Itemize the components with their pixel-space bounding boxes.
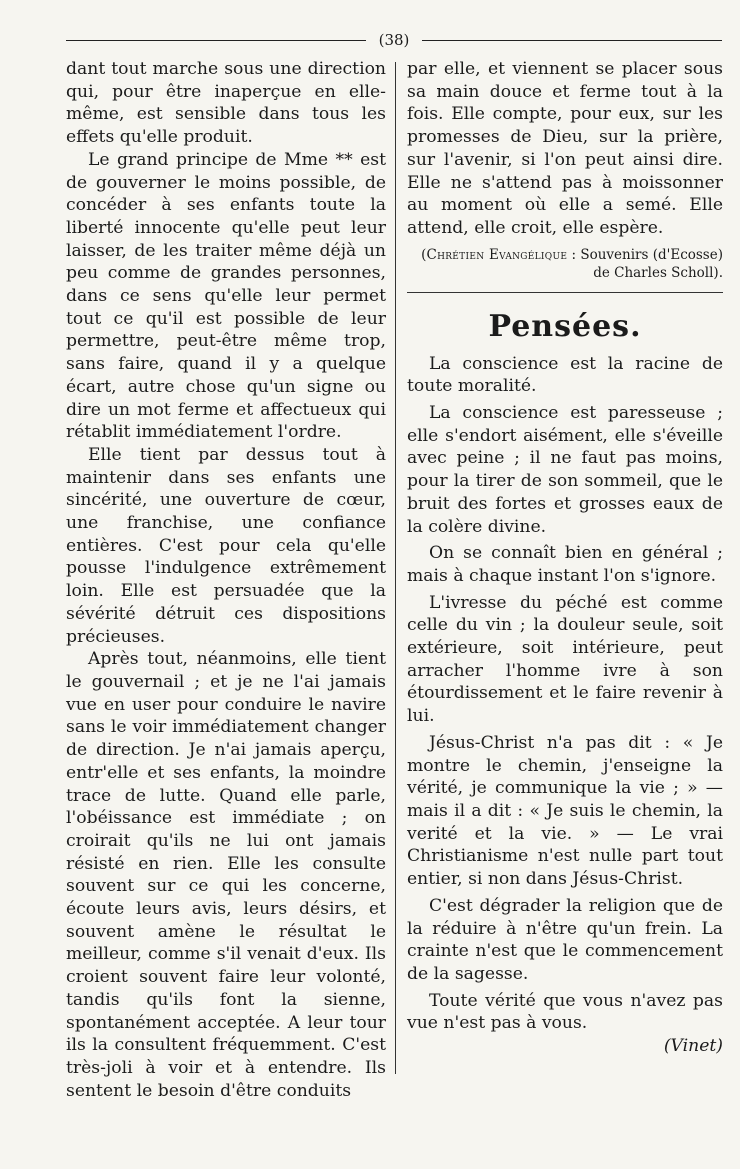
source-open: ( <box>421 246 427 263</box>
page-number: (38) <box>378 31 410 49</box>
paragraph: dant tout marche sous une direction qui, pour être inaperçue en elle-même, est sensible dans tous les effets qu'elle produit. <box>66 59 386 148</box>
source-journal: Chrétien Evangélique <box>426 246 568 263</box>
thought: L'ivresse du péché est comme celle du vin ; la douleur seule, soit extérieure, soit intérieure, peut arracher l'homme ivre à son étourdissement et le faire revenir à lui. <box>407 592 723 727</box>
header-rule-right <box>422 40 722 41</box>
paragraph: Elle tient par dessus tout à maintenir dans ses enfants une sincérité, une ouverture de cœur, une franchise, une confiance entières. C'est pour cela qu'elle pousse l'indulgence extrêmement loin. Elle est persuadée que la sévérité détruit ces dispositions précieuses. <box>66 444 386 647</box>
thought: Jésus-Christ n'a pas dit : « Je montre le chemin, j'enseigne la vérité, je communique la vie ; » — mais il a dit : « Je suis le chemin, la verité et la vie. » — Le vrai Christianisme n'est nulle part tout entier, si non dans Jésus-Christ. <box>407 732 723 890</box>
thought: La conscience est la racine de toute moralité. <box>407 353 723 397</box>
page-header <box>66 30 722 50</box>
right-column <box>407 58 723 1058</box>
thought: Toute vérité que vous n'avez pas vue n'est pas à vous. <box>407 990 723 1034</box>
source-rest: : Souvenirs (d'Ecosse) de Charles Scholl). <box>567 246 723 281</box>
thought: On se connaît bien en général ; mais à chaque instant l'on s'ignore. <box>407 543 723 586</box>
paragraph: Le grand principe de Mme ** est de gouverner le moins possible, de concéder à ses enfants toute la liberté innocente qu'elle peut leur laisser, de les traiter même déjà un peu comme de grandes personnes, dans ce sens qu'elle leur permet tout ce qu'il est possible de leur permettre, peut-être même trop, sans faire, quand il y a quelque écart, autre chose qu'un signe ou dire un mot ferme et affectueux qui rétablit immédiatement l'ordre. <box>66 149 386 443</box>
thought: La conscience est paresseuse ; elle s'endort aisément, elle s'éveille avec peine ; il ne faut pas moins, pour la tirer de son sommeil, que le bruit des fortes et grosses eaux de la colère divine. <box>407 403 723 537</box>
section-separator <box>407 292 723 293</box>
section-title: Pensées. <box>488 308 642 344</box>
thought: C'est dégrader la religion que de la réduire à n'être qu'un frein. La crainte n'est que le commencement de la sagesse. <box>407 895 723 984</box>
source-citation <box>407 246 723 282</box>
paragraph: Après tout, néanmoins, elle tient le gouvernail ; et je ne l'ai jamais vue en user pour conduire le navire sans le voir immédiatement changer de direction. Je n'ai jamais aperçu, entr'elle et ses enfants, la moindre trace de lutte. Quand elle parle, l'obéissance est immédiate ; on croirait qu'ils ne lui ont jamais résisté en rien. Elle les consulte souvent sur ce qui les concerne, écoute leurs avis, leurs désirs, et souvent amène le résultat le meilleur, comme s'il venait d'eux. Ils croient souvent faire leur volonté, tandis qu'ils font la sienne, spontanément acceptée. A leur tour ils la consultent fréquemment. C'est très-joli à voir et à entendre. Ils sentent le besoin d'être conduits <box>66 649 386 1101</box>
left-column <box>66 58 386 1102</box>
attribution: (Vinet) <box>663 1036 723 1057</box>
column-divider <box>395 62 396 1074</box>
paragraph: par elle, et viennent se placer sous sa main douce et ferme tout à la fois. Elle compte, pour eux, sur les promesses de Dieu, sur la prière, sur l'avenir, si l'on peut ainsi dire. Elle ne s'attend pas à moissonner au moment où elle a semé. Elle attend, elle croit, elle espère. <box>407 59 723 238</box>
